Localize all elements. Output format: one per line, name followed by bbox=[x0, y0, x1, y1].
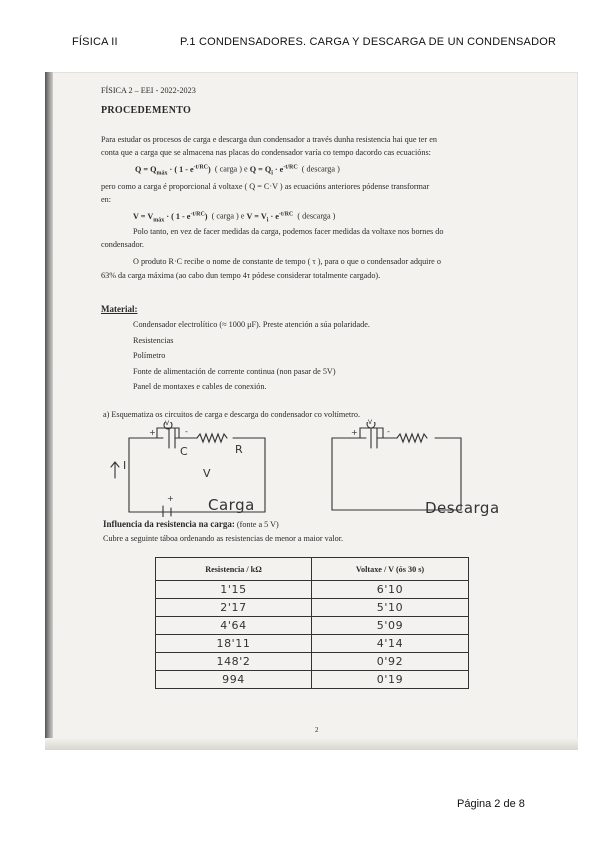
equation-charge: $Q = Q_{máx}$ · ( $1 - e^{-t/RC}$) ( carga ) e $Q = Q_i \cdot e^{-t/RC}$ ( descarga ) bbox=[135, 164, 340, 177]
table-row bbox=[156, 599, 469, 617]
mid-line-2: en: bbox=[101, 195, 112, 204]
material-item: Polímetro bbox=[133, 351, 166, 360]
para-2a: O produto R·C recibe o nome de constante de tempo ( τ ), para o que o condensador adquire o bbox=[133, 257, 441, 266]
table-header-row bbox=[156, 558, 469, 581]
para-1b: condensador. bbox=[101, 240, 144, 249]
page-header-left: FÍSICA II bbox=[72, 36, 118, 48]
para-1a: Polo tanto, en vez de facer medidas da carga, podemos facer medidas da voltaxe nos bornes do bbox=[133, 227, 444, 236]
material-title: Material: bbox=[101, 304, 138, 314]
voltage-cell: 5'10 bbox=[312, 599, 469, 617]
voltage-cell: 0'92 bbox=[312, 653, 469, 671]
page-footer: Página 2 de 8 bbox=[457, 798, 525, 810]
intro-line-1: Para estudar os procesos de carga e descarga dun condensador a través dunha resistencia hai que ter en bbox=[101, 135, 437, 144]
section-title: PROCEDEMENTO bbox=[101, 105, 192, 116]
table-row bbox=[156, 617, 469, 635]
resistance-cell: 2'17 bbox=[156, 599, 312, 617]
resistor-zigzag bbox=[397, 434, 427, 442]
equation-voltage: $V = V_{máx}$ · ( $1 - e^{-t/RC}$) ( carga ) e $V = V_i \cdot e^{-t/RC}$ ( descarga ) bbox=[133, 211, 336, 224]
course-line: FÍSICA 2 – EEI - 2022-2023 bbox=[101, 86, 196, 95]
fill-instructions: Cubre a seguinte táboa ordenando as resistencias de menor a maior valor. bbox=[103, 534, 344, 543]
hand-current-label: I bbox=[123, 459, 127, 472]
mid-line-1: pero como a carga é proporcional á voltaxe ( Q = C·V ) as ecuacións anteriores pódense transformar bbox=[101, 182, 430, 191]
resistance-cell: 1'15 bbox=[156, 581, 312, 599]
material-item: Condensador electrolítico (≈ 1000 μF). Preste atención a súa polaridade. bbox=[133, 320, 370, 329]
scan-edge bbox=[45, 72, 53, 750]
hand-minus: - bbox=[387, 427, 391, 436]
hand-resistor-label: R bbox=[235, 443, 244, 456]
col-resistance: Resistencia / kΩ bbox=[156, 558, 312, 581]
voltage-cell: 0'19 bbox=[312, 671, 469, 689]
table-row bbox=[156, 635, 469, 653]
scan-page-number: 2 bbox=[315, 726, 319, 734]
hand-minus: - bbox=[185, 427, 189, 436]
scanned-page bbox=[45, 72, 578, 750]
resistance-cell: 148'2 bbox=[156, 653, 312, 671]
voltage-cell: 6'10 bbox=[312, 581, 469, 599]
page-header-right: P.1 CONDENSADORES. CARGA Y DESCARGA DE UN CONDENSADOR bbox=[180, 36, 557, 48]
para-2b: 63% da carga máxima (ao cabo dun tempo 4τ pódese considerar totalmente cargado). bbox=[101, 271, 381, 280]
material-item: Fonte de alimentación de corrente continua (non pasar de 5V) bbox=[133, 367, 336, 376]
col-voltage: Voltaxe / V (ós 30 s) bbox=[312, 558, 469, 581]
hand-discharge-caption: Descarga bbox=[425, 499, 500, 517]
voltage-cell: 5'09 bbox=[312, 617, 469, 635]
resistor-zigzag bbox=[197, 434, 227, 442]
influence-heading: Influencia da resistencia na carga: (fonte a 5 V) bbox=[103, 519, 279, 529]
table-row bbox=[156, 653, 469, 671]
hand-voltmeter-label: V bbox=[165, 420, 170, 427]
table-row bbox=[156, 581, 469, 599]
hand-voltmeter-label: V bbox=[368, 419, 373, 426]
results-table bbox=[155, 557, 469, 689]
capacitor-plate bbox=[169, 428, 175, 448]
scan-bottom-edge bbox=[45, 738, 578, 750]
capacitor-plate bbox=[371, 428, 377, 448]
material-item: Panel de montaxes e cables de conexión. bbox=[133, 382, 267, 391]
intro-line-2: conta que a carga que se almacena nas placas do condensador varía co tempo dacordo cas ecuacións: bbox=[101, 148, 431, 157]
task-a: a) Esquematiza os circuitos de carga e descarga do condensador co voltímetro. bbox=[103, 410, 361, 419]
resistance-cell: 994 bbox=[156, 671, 312, 689]
hand-plus: + bbox=[149, 428, 157, 437]
hand-charge-caption: Carga bbox=[208, 496, 255, 514]
current-arrow bbox=[111, 462, 119, 478]
table-row bbox=[156, 671, 469, 689]
hand-voltage-label: V bbox=[203, 467, 212, 480]
material-item: Resistencias bbox=[133, 336, 174, 345]
resistance-cell: 18'11 bbox=[156, 635, 312, 653]
voltage-cell: 4'14 bbox=[312, 635, 469, 653]
resistance-cell: 4'64 bbox=[156, 617, 312, 635]
hand-capacitor-label: C bbox=[180, 445, 189, 458]
hand-plus: + bbox=[351, 428, 359, 437]
hand-plus: + bbox=[167, 494, 175, 503]
